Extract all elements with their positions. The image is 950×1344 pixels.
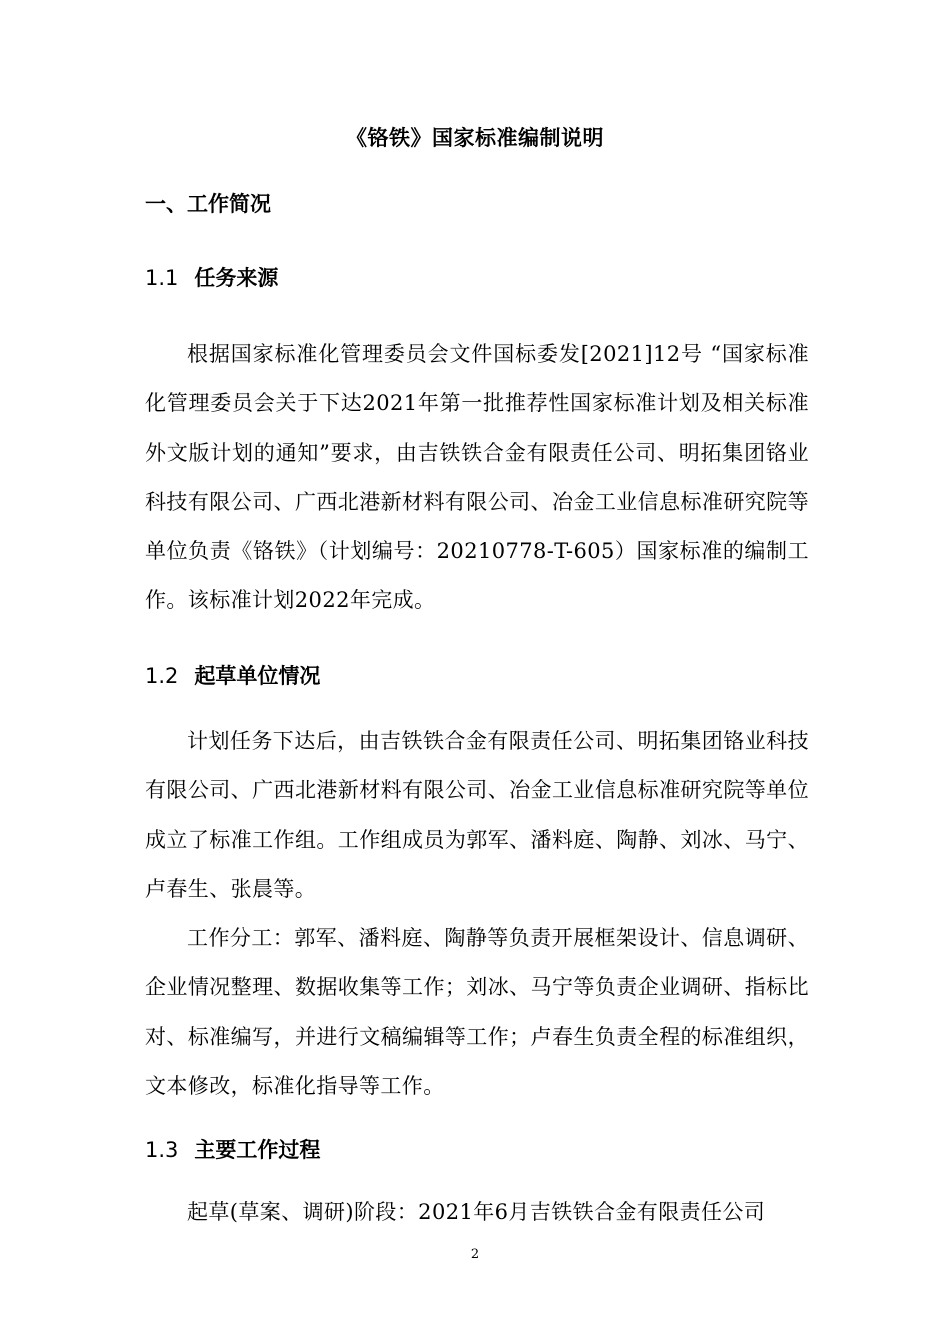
section-heading-overview: 一、工作简况 [145,192,271,216]
paragraph-division-of-work: 工作分工：郭军、潘料庭、陶静等负责开展框架设计、信息调研、企业情况整理、数据收集等工作；刘冰、马宁等负责企业调研、指标比对、标准编写，并进行文稿编辑等工作；卢春生负责全程的标准组织，文本修改，标准化指导等工作。 [145,926,809,1098]
paragraph-work-process: 起草(草案、调研)阶段：2021年6月吉铁铁合金有限责任公司 [187,1200,766,1224]
paragraph-drafting-units: 计划任务下达后，由吉铁铁合金有限责任公司、明拓集团铬业科技有限公司、广西北港新材料有限公司、冶金工业信息标准研究院等单位成立了标准工作组。工作组成员为郭军、潘料庭、陶静、刘冰、马宁、卢春生、张晨等。 [145,729,809,901]
subsection-heading-drafting-units [145,660,320,692]
subsection-number: 1.1 [145,266,179,290]
subsection-heading-task-source [145,262,278,294]
subsection-number: 1.3 [145,1138,179,1162]
subsection-number: 1.2 [145,664,179,688]
paragraph-task-source: 根据国家标准化管理委员会文件国标委发[2021]12号 “国家标准化管理委员会关于下达2021年第一批推荐性国家标准计划及相关标准外文版计划的通知”要求，由吉铁铁合金有限责任公司、明拓集团铬业科技有限公司、广西北港新材料有限公司、冶金工业信息标准研究院等单位负责《铬铁》（计划编号：20210778-T-605）国家标准的编制工作。该标准计划2022年完成。 [145,342,809,613]
page-number: 2 [470,1247,480,1262]
document-title: 《铬铁》国家标准编制说明 [346,126,604,150]
subsection-title: 任务来源 [194,266,279,290]
subsection-title: 主要工作过程 [194,1138,321,1162]
subsection-heading-work-process [145,1134,320,1166]
subsection-title: 起草单位情况 [194,664,321,688]
